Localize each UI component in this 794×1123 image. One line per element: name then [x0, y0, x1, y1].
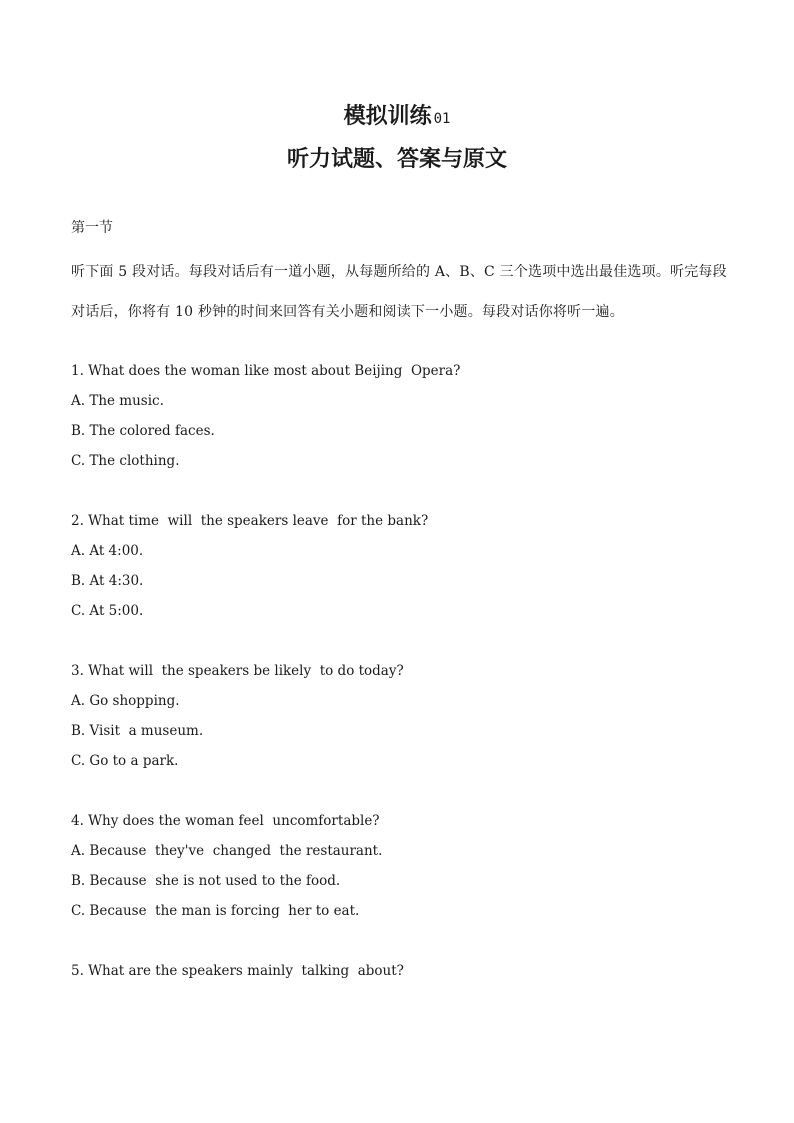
question-1 — [71, 356, 731, 476]
question-5 — [71, 956, 731, 986]
question-3 — [71, 656, 731, 776]
option-c: C. Go to a park. — [71, 753, 179, 769]
question-2 — [71, 506, 731, 626]
option-a: A. At 4:00. — [71, 543, 144, 559]
section-label: 第一节 — [71, 220, 113, 236]
section-instructions: 听下面 5 段对话。每段对话后有一道小题，从每题所给的 A、B、C 三个选项中选出最佳选项。听完每段对话后，你将有 10 秒钟的时间来回答有关小题和阅读下一小题。每段对话你将听一遍。 — [71, 264, 727, 320]
option-a: A. Because they've changed the restaurant. — [71, 843, 383, 859]
option-c: C. Because the man is forcing her to eat. — [71, 903, 360, 919]
option-a: A. Go shopping. — [71, 693, 180, 709]
page-title — [0, 100, 794, 135]
question-text: 1. What does the woman like most about Beijing Opera? — [71, 363, 461, 379]
option-b: B. Visit a museum. — [71, 723, 204, 739]
option-b: B. Because she is not used to the food. — [71, 873, 341, 889]
option-c: C. At 5:00. — [71, 603, 144, 619]
question-text: 2. What time will the speakers leave for the bank? — [71, 513, 429, 529]
question-4 — [71, 806, 731, 926]
option-a: A. The music. — [71, 393, 164, 409]
option-c: C. The clothing. — [71, 453, 180, 469]
question-text: 5. What are the speakers mainly talking about? — [71, 963, 404, 979]
option-b: B. At 4:30. — [71, 573, 144, 589]
title-number: 01 — [433, 111, 451, 127]
page-subtitle: 听力试题、答案与原文 — [286, 146, 507, 172]
question-text: 3. What will the speakers be likely to do today? — [71, 663, 404, 679]
document-content — [71, 216, 731, 1016]
question-text: 4. Why does the woman feel uncomfortable? — [71, 813, 380, 829]
option-b: B. The colored faces. — [71, 423, 215, 439]
title-text: 模拟训练 — [343, 103, 432, 129]
